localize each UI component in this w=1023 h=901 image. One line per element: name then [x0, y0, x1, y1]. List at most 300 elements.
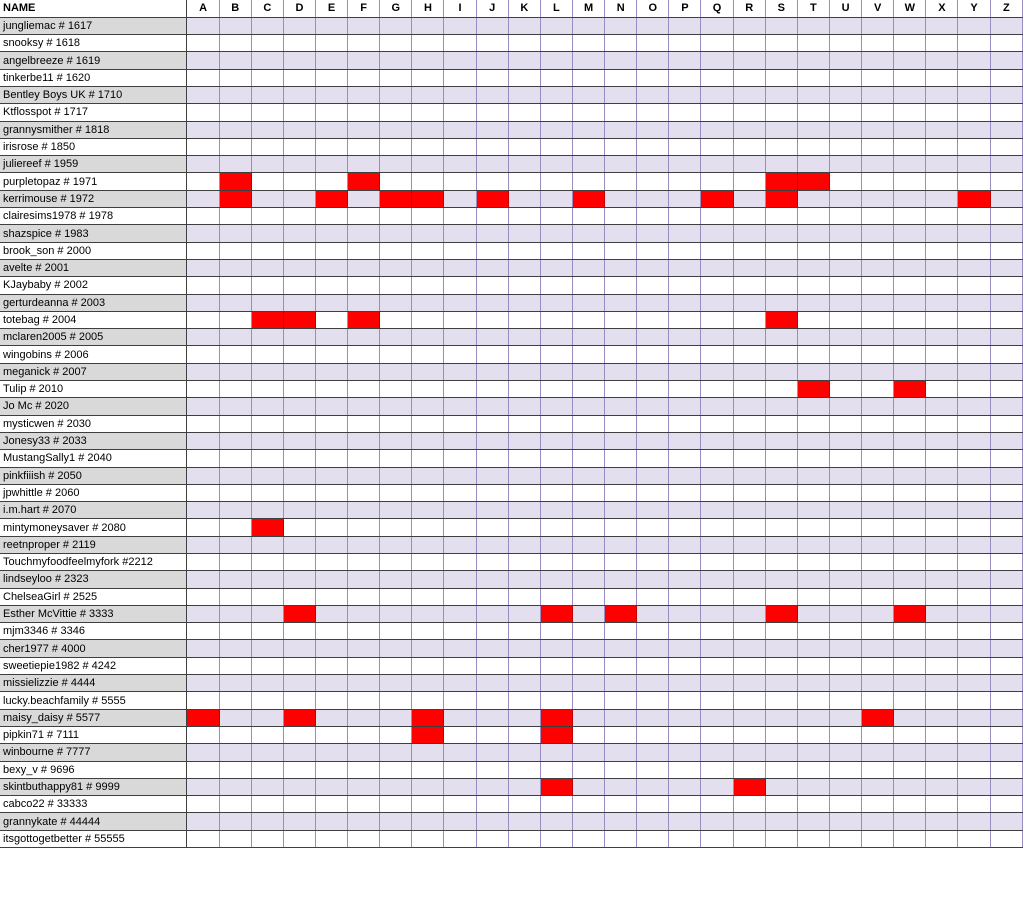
grid-cell-c[interactable]: [251, 259, 283, 276]
grid-cell-g[interactable]: [380, 813, 412, 830]
grid-cell-g[interactable]: [380, 623, 412, 640]
marked-cell-f[interactable]: [348, 311, 380, 328]
grid-cell-h[interactable]: [412, 69, 444, 86]
grid-cell-l[interactable]: [540, 415, 572, 432]
grid-cell-r[interactable]: [733, 605, 765, 622]
grid-cell-f[interactable]: [348, 692, 380, 709]
grid-cell-h[interactable]: [412, 35, 444, 52]
grid-cell-w[interactable]: [894, 208, 926, 225]
grid-cell-f[interactable]: [348, 363, 380, 380]
grid-cell-f[interactable]: [348, 329, 380, 346]
grid-cell-k[interactable]: [508, 208, 540, 225]
grid-cell-m[interactable]: [572, 778, 604, 795]
grid-cell-p[interactable]: [669, 467, 701, 484]
grid-cell-n[interactable]: [605, 259, 637, 276]
marked-cell-b[interactable]: [219, 190, 251, 207]
grid-cell-f[interactable]: [348, 156, 380, 173]
grid-cell-u[interactable]: [829, 796, 861, 813]
grid-cell-i[interactable]: [444, 415, 476, 432]
member-name[interactable]: maisy_daisy # 5577: [0, 709, 187, 726]
grid-cell-x[interactable]: [926, 17, 958, 34]
grid-cell-e[interactable]: [315, 761, 347, 778]
grid-cell-g[interactable]: [380, 744, 412, 761]
grid-cell-n[interactable]: [605, 502, 637, 519]
grid-cell-r[interactable]: [733, 640, 765, 657]
grid-cell-v[interactable]: [862, 726, 894, 743]
grid-cell-c[interactable]: [251, 415, 283, 432]
grid-cell-g[interactable]: [380, 450, 412, 467]
grid-cell-x[interactable]: [926, 173, 958, 190]
member-name[interactable]: Esther McVittie # 3333: [0, 605, 187, 622]
marked-cell-t[interactable]: [797, 173, 829, 190]
grid-cell-p[interactable]: [669, 311, 701, 328]
grid-cell-n[interactable]: [605, 346, 637, 363]
grid-cell-d[interactable]: [283, 588, 315, 605]
grid-cell-z[interactable]: [990, 623, 1022, 640]
grid-cell-n[interactable]: [605, 484, 637, 501]
grid-cell-p[interactable]: [669, 796, 701, 813]
grid-cell-m[interactable]: [572, 709, 604, 726]
grid-cell-v[interactable]: [862, 138, 894, 155]
grid-cell-e[interactable]: [315, 623, 347, 640]
grid-cell-s[interactable]: [765, 86, 797, 103]
grid-cell-g[interactable]: [380, 830, 412, 847]
grid-cell-g[interactable]: [380, 52, 412, 69]
grid-cell-v[interactable]: [862, 502, 894, 519]
grid-cell-f[interactable]: [348, 346, 380, 363]
member-name[interactable]: ChelseaGirl # 2525: [0, 588, 187, 605]
grid-cell-d[interactable]: [283, 156, 315, 173]
grid-cell-o[interactable]: [637, 346, 669, 363]
grid-cell-o[interactable]: [637, 121, 669, 138]
grid-cell-i[interactable]: [444, 329, 476, 346]
grid-cell-k[interactable]: [508, 156, 540, 173]
grid-cell-k[interactable]: [508, 173, 540, 190]
grid-cell-i[interactable]: [444, 277, 476, 294]
grid-cell-w[interactable]: [894, 519, 926, 536]
column-header-s[interactable]: S: [765, 0, 797, 17]
grid-cell-r[interactable]: [733, 519, 765, 536]
grid-cell-w[interactable]: [894, 398, 926, 415]
marked-cell-v[interactable]: [862, 709, 894, 726]
grid-cell-u[interactable]: [829, 294, 861, 311]
grid-cell-k[interactable]: [508, 398, 540, 415]
grid-cell-y[interactable]: [958, 398, 990, 415]
grid-cell-w[interactable]: [894, 190, 926, 207]
grid-cell-l[interactable]: [540, 692, 572, 709]
grid-cell-z[interactable]: [990, 17, 1022, 34]
grid-cell-r[interactable]: [733, 588, 765, 605]
marked-cell-s[interactable]: [765, 605, 797, 622]
grid-cell-z[interactable]: [990, 796, 1022, 813]
grid-cell-d[interactable]: [283, 623, 315, 640]
grid-cell-h[interactable]: [412, 242, 444, 259]
grid-cell-r[interactable]: [733, 502, 765, 519]
grid-cell-w[interactable]: [894, 726, 926, 743]
grid-cell-u[interactable]: [829, 692, 861, 709]
column-header-v[interactable]: V: [862, 0, 894, 17]
grid-cell-v[interactable]: [862, 173, 894, 190]
grid-cell-p[interactable]: [669, 86, 701, 103]
member-name[interactable]: grannykate # 44444: [0, 813, 187, 830]
grid-cell-f[interactable]: [348, 432, 380, 449]
grid-cell-b[interactable]: [219, 294, 251, 311]
grid-cell-l[interactable]: [540, 69, 572, 86]
grid-cell-h[interactable]: [412, 415, 444, 432]
grid-cell-v[interactable]: [862, 17, 894, 34]
grid-cell-h[interactable]: [412, 398, 444, 415]
grid-cell-b[interactable]: [219, 519, 251, 536]
grid-cell-g[interactable]: [380, 381, 412, 398]
grid-cell-o[interactable]: [637, 138, 669, 155]
grid-cell-s[interactable]: [765, 554, 797, 571]
grid-cell-c[interactable]: [251, 675, 283, 692]
grid-cell-n[interactable]: [605, 432, 637, 449]
grid-cell-z[interactable]: [990, 398, 1022, 415]
grid-cell-h[interactable]: [412, 17, 444, 34]
grid-cell-m[interactable]: [572, 277, 604, 294]
grid-cell-h[interactable]: [412, 432, 444, 449]
grid-cell-o[interactable]: [637, 675, 669, 692]
grid-cell-s[interactable]: [765, 796, 797, 813]
grid-cell-p[interactable]: [669, 692, 701, 709]
grid-cell-y[interactable]: [958, 536, 990, 553]
grid-cell-g[interactable]: [380, 605, 412, 622]
grid-cell-v[interactable]: [862, 554, 894, 571]
grid-cell-t[interactable]: [797, 259, 829, 276]
grid-cell-w[interactable]: [894, 813, 926, 830]
grid-cell-d[interactable]: [283, 519, 315, 536]
grid-cell-r[interactable]: [733, 536, 765, 553]
grid-cell-h[interactable]: [412, 484, 444, 501]
grid-cell-w[interactable]: [894, 778, 926, 795]
grid-cell-e[interactable]: [315, 311, 347, 328]
grid-cell-x[interactable]: [926, 363, 958, 380]
grid-cell-f[interactable]: [348, 744, 380, 761]
grid-cell-x[interactable]: [926, 208, 958, 225]
grid-cell-g[interactable]: [380, 432, 412, 449]
marked-cell-w[interactable]: [894, 605, 926, 622]
grid-cell-m[interactable]: [572, 259, 604, 276]
grid-cell-b[interactable]: [219, 381, 251, 398]
grid-cell-l[interactable]: [540, 467, 572, 484]
grid-cell-y[interactable]: [958, 156, 990, 173]
grid-cell-g[interactable]: [380, 640, 412, 657]
grid-cell-s[interactable]: [765, 640, 797, 657]
grid-cell-t[interactable]: [797, 138, 829, 155]
marked-cell-m[interactable]: [572, 190, 604, 207]
grid-cell-y[interactable]: [958, 346, 990, 363]
grid-cell-b[interactable]: [219, 17, 251, 34]
grid-cell-u[interactable]: [829, 571, 861, 588]
grid-cell-d[interactable]: [283, 17, 315, 34]
grid-cell-m[interactable]: [572, 640, 604, 657]
grid-cell-z[interactable]: [990, 519, 1022, 536]
grid-cell-m[interactable]: [572, 208, 604, 225]
member-name[interactable]: Touchmyfoodfeelmyfork #2212: [0, 554, 187, 571]
grid-cell-u[interactable]: [829, 744, 861, 761]
grid-cell-x[interactable]: [926, 225, 958, 242]
grid-cell-w[interactable]: [894, 346, 926, 363]
grid-cell-j[interactable]: [476, 121, 508, 138]
grid-cell-p[interactable]: [669, 778, 701, 795]
grid-cell-k[interactable]: [508, 329, 540, 346]
grid-cell-e[interactable]: [315, 346, 347, 363]
grid-cell-x[interactable]: [926, 190, 958, 207]
grid-cell-i[interactable]: [444, 225, 476, 242]
grid-cell-i[interactable]: [444, 484, 476, 501]
grid-cell-q[interactable]: [701, 623, 733, 640]
grid-cell-r[interactable]: [733, 294, 765, 311]
grid-cell-i[interactable]: [444, 588, 476, 605]
member-name[interactable]: avelte # 2001: [0, 259, 187, 276]
grid-cell-y[interactable]: [958, 173, 990, 190]
grid-cell-h[interactable]: [412, 138, 444, 155]
grid-cell-v[interactable]: [862, 156, 894, 173]
grid-cell-c[interactable]: [251, 138, 283, 155]
column-header-g[interactable]: G: [380, 0, 412, 17]
grid-cell-x[interactable]: [926, 381, 958, 398]
grid-cell-z[interactable]: [990, 640, 1022, 657]
grid-cell-d[interactable]: [283, 69, 315, 86]
grid-cell-l[interactable]: [540, 588, 572, 605]
grid-cell-f[interactable]: [348, 242, 380, 259]
grid-cell-n[interactable]: [605, 588, 637, 605]
grid-cell-c[interactable]: [251, 208, 283, 225]
grid-cell-j[interactable]: [476, 346, 508, 363]
grid-cell-i[interactable]: [444, 363, 476, 380]
member-name[interactable]: mjm3346 # 3346: [0, 623, 187, 640]
grid-cell-f[interactable]: [348, 657, 380, 674]
grid-cell-h[interactable]: [412, 467, 444, 484]
grid-cell-u[interactable]: [829, 467, 861, 484]
grid-cell-w[interactable]: [894, 675, 926, 692]
grid-cell-x[interactable]: [926, 588, 958, 605]
grid-cell-v[interactable]: [862, 571, 894, 588]
grid-cell-c[interactable]: [251, 605, 283, 622]
grid-cell-u[interactable]: [829, 623, 861, 640]
grid-cell-m[interactable]: [572, 86, 604, 103]
grid-cell-b[interactable]: [219, 692, 251, 709]
grid-cell-o[interactable]: [637, 813, 669, 830]
grid-cell-w[interactable]: [894, 311, 926, 328]
grid-cell-u[interactable]: [829, 381, 861, 398]
column-header-j[interactable]: J: [476, 0, 508, 17]
grid-cell-j[interactable]: [476, 623, 508, 640]
grid-cell-l[interactable]: [540, 484, 572, 501]
grid-cell-l[interactable]: [540, 675, 572, 692]
grid-cell-z[interactable]: [990, 329, 1022, 346]
grid-cell-j[interactable]: [476, 398, 508, 415]
grid-cell-m[interactable]: [572, 363, 604, 380]
grid-cell-h[interactable]: [412, 156, 444, 173]
grid-cell-i[interactable]: [444, 69, 476, 86]
grid-cell-l[interactable]: [540, 277, 572, 294]
grid-cell-o[interactable]: [637, 190, 669, 207]
grid-cell-q[interactable]: [701, 311, 733, 328]
grid-cell-t[interactable]: [797, 502, 829, 519]
grid-cell-m[interactable]: [572, 294, 604, 311]
member-name[interactable]: lindseyloo # 2323: [0, 571, 187, 588]
grid-cell-i[interactable]: [444, 692, 476, 709]
grid-cell-j[interactable]: [476, 796, 508, 813]
grid-cell-t[interactable]: [797, 605, 829, 622]
grid-cell-z[interactable]: [990, 156, 1022, 173]
grid-cell-t[interactable]: [797, 363, 829, 380]
grid-cell-j[interactable]: [476, 778, 508, 795]
grid-cell-v[interactable]: [862, 86, 894, 103]
grid-cell-b[interactable]: [219, 450, 251, 467]
grid-cell-k[interactable]: [508, 450, 540, 467]
grid-cell-k[interactable]: [508, 467, 540, 484]
grid-cell-k[interactable]: [508, 225, 540, 242]
grid-cell-a[interactable]: [187, 398, 219, 415]
grid-cell-q[interactable]: [701, 35, 733, 52]
grid-cell-x[interactable]: [926, 761, 958, 778]
grid-cell-h[interactable]: [412, 173, 444, 190]
grid-cell-c[interactable]: [251, 554, 283, 571]
grid-cell-h[interactable]: [412, 623, 444, 640]
grid-cell-k[interactable]: [508, 640, 540, 657]
grid-cell-b[interactable]: [219, 657, 251, 674]
grid-cell-x[interactable]: [926, 329, 958, 346]
grid-cell-f[interactable]: [348, 190, 380, 207]
grid-cell-m[interactable]: [572, 796, 604, 813]
grid-cell-u[interactable]: [829, 242, 861, 259]
grid-cell-t[interactable]: [797, 761, 829, 778]
grid-cell-x[interactable]: [926, 796, 958, 813]
grid-cell-c[interactable]: [251, 588, 283, 605]
grid-cell-v[interactable]: [862, 363, 894, 380]
grid-cell-i[interactable]: [444, 104, 476, 121]
grid-cell-o[interactable]: [637, 778, 669, 795]
grid-cell-a[interactable]: [187, 571, 219, 588]
grid-cell-f[interactable]: [348, 86, 380, 103]
grid-cell-c[interactable]: [251, 86, 283, 103]
grid-cell-y[interactable]: [958, 225, 990, 242]
grid-cell-f[interactable]: [348, 536, 380, 553]
grid-cell-k[interactable]: [508, 415, 540, 432]
grid-cell-o[interactable]: [637, 86, 669, 103]
grid-cell-c[interactable]: [251, 35, 283, 52]
grid-cell-c[interactable]: [251, 381, 283, 398]
grid-cell-u[interactable]: [829, 415, 861, 432]
grid-cell-e[interactable]: [315, 796, 347, 813]
grid-cell-c[interactable]: [251, 761, 283, 778]
grid-cell-s[interactable]: [765, 536, 797, 553]
grid-cell-b[interactable]: [219, 138, 251, 155]
grid-cell-y[interactable]: [958, 571, 990, 588]
grid-cell-f[interactable]: [348, 640, 380, 657]
grid-cell-m[interactable]: [572, 519, 604, 536]
grid-cell-h[interactable]: [412, 761, 444, 778]
grid-cell-y[interactable]: [958, 778, 990, 795]
grid-cell-y[interactable]: [958, 86, 990, 103]
grid-cell-f[interactable]: [348, 588, 380, 605]
grid-cell-k[interactable]: [508, 709, 540, 726]
grid-cell-f[interactable]: [348, 208, 380, 225]
grid-cell-w[interactable]: [894, 259, 926, 276]
grid-cell-y[interactable]: [958, 415, 990, 432]
grid-cell-m[interactable]: [572, 554, 604, 571]
grid-cell-z[interactable]: [990, 502, 1022, 519]
grid-cell-d[interactable]: [283, 813, 315, 830]
grid-cell-z[interactable]: [990, 294, 1022, 311]
grid-cell-e[interactable]: [315, 208, 347, 225]
grid-cell-a[interactable]: [187, 138, 219, 155]
grid-cell-y[interactable]: [958, 69, 990, 86]
grid-cell-y[interactable]: [958, 208, 990, 225]
grid-cell-m[interactable]: [572, 415, 604, 432]
grid-cell-r[interactable]: [733, 173, 765, 190]
grid-cell-b[interactable]: [219, 311, 251, 328]
grid-cell-e[interactable]: [315, 104, 347, 121]
grid-cell-h[interactable]: [412, 381, 444, 398]
member-name[interactable]: skintbuthappy81 # 9999: [0, 778, 187, 795]
grid-cell-u[interactable]: [829, 363, 861, 380]
grid-cell-e[interactable]: [315, 156, 347, 173]
grid-cell-g[interactable]: [380, 208, 412, 225]
grid-cell-r[interactable]: [733, 242, 765, 259]
grid-cell-p[interactable]: [669, 502, 701, 519]
grid-cell-t[interactable]: [797, 813, 829, 830]
grid-cell-n[interactable]: [605, 156, 637, 173]
column-header-w[interactable]: W: [894, 0, 926, 17]
grid-cell-e[interactable]: [315, 69, 347, 86]
grid-cell-q[interactable]: [701, 502, 733, 519]
grid-cell-y[interactable]: [958, 17, 990, 34]
grid-cell-x[interactable]: [926, 778, 958, 795]
grid-cell-j[interactable]: [476, 640, 508, 657]
grid-cell-o[interactable]: [637, 398, 669, 415]
grid-cell-t[interactable]: [797, 830, 829, 847]
grid-cell-m[interactable]: [572, 17, 604, 34]
grid-cell-s[interactable]: [765, 52, 797, 69]
grid-cell-e[interactable]: [315, 294, 347, 311]
grid-cell-t[interactable]: [797, 484, 829, 501]
grid-cell-j[interactable]: [476, 726, 508, 743]
grid-cell-j[interactable]: [476, 813, 508, 830]
grid-cell-k[interactable]: [508, 190, 540, 207]
grid-cell-i[interactable]: [444, 138, 476, 155]
marked-cell-y[interactable]: [958, 190, 990, 207]
grid-cell-a[interactable]: [187, 242, 219, 259]
grid-cell-a[interactable]: [187, 450, 219, 467]
grid-cell-y[interactable]: [958, 363, 990, 380]
grid-cell-k[interactable]: [508, 830, 540, 847]
grid-cell-u[interactable]: [829, 432, 861, 449]
grid-cell-m[interactable]: [572, 121, 604, 138]
grid-cell-c[interactable]: [251, 450, 283, 467]
grid-cell-p[interactable]: [669, 52, 701, 69]
grid-cell-o[interactable]: [637, 830, 669, 847]
grid-cell-r[interactable]: [733, 104, 765, 121]
grid-cell-c[interactable]: [251, 536, 283, 553]
grid-cell-t[interactable]: [797, 778, 829, 795]
grid-cell-n[interactable]: [605, 571, 637, 588]
grid-cell-r[interactable]: [733, 692, 765, 709]
grid-cell-b[interactable]: [219, 259, 251, 276]
grid-cell-k[interactable]: [508, 69, 540, 86]
grid-cell-c[interactable]: [251, 813, 283, 830]
grid-cell-f[interactable]: [348, 17, 380, 34]
grid-cell-y[interactable]: [958, 519, 990, 536]
column-header-k[interactable]: K: [508, 0, 540, 17]
grid-cell-d[interactable]: [283, 208, 315, 225]
grid-cell-c[interactable]: [251, 571, 283, 588]
grid-cell-o[interactable]: [637, 484, 669, 501]
grid-cell-d[interactable]: [283, 484, 315, 501]
